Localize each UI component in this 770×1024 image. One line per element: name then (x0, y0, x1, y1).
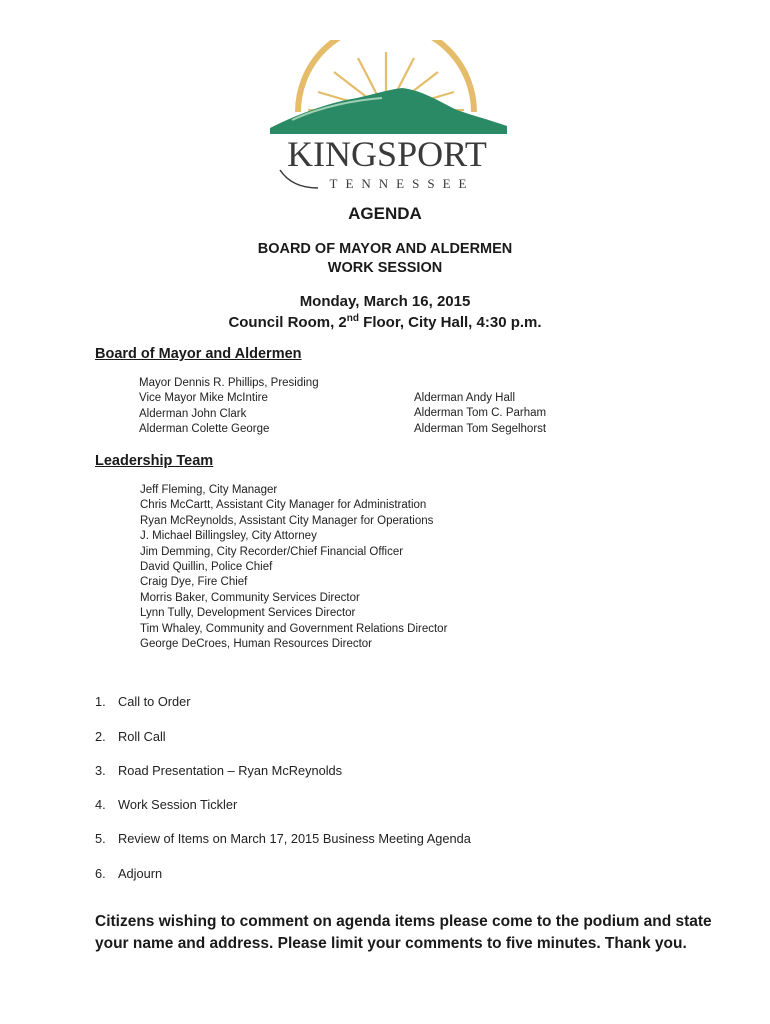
leadership-member: David Quillin, Police Chief (140, 561, 273, 574)
meeting-location (0, 312, 770, 333)
leadership-section-heading: Leadership Team (95, 453, 214, 469)
public-comment-notice (95, 911, 735, 955)
kingsport-logo-graphic (262, 40, 512, 195)
leadership-member: Jeff Fleming, City Manager (140, 484, 278, 496)
board-member: Alderman Tom Segelhorst (414, 422, 547, 435)
meeting-date: Monday, March 16, 2015 (299, 293, 471, 310)
logo-state: TENNESSEE (329, 176, 475, 191)
kingsport-logo (262, 40, 512, 195)
agenda-item-text: Call to Order (118, 694, 191, 709)
agenda-item-number: 2. (95, 729, 106, 744)
location-ordinal: nd (346, 313, 359, 324)
agenda-item (95, 831, 471, 846)
leadership-member: Chris McCartt, Assistant City Manager for Administration (140, 499, 427, 512)
agenda-item (95, 797, 237, 812)
leadership-members (140, 483, 447, 652)
agenda-item-text: Road Presentation – Ryan McReynolds (118, 763, 343, 778)
agenda-item-number: 3. (95, 763, 106, 778)
board-member: Alderman Tom C. Parham (414, 407, 547, 420)
board-line-2: WORK SESSION (327, 260, 443, 276)
board-section-heading: Board of Mayor and Aldermen (95, 346, 302, 362)
agenda-item-number: 5. (95, 831, 106, 846)
agenda-item-number: 4. (95, 797, 106, 812)
agenda-item-text: Work Session Tickler (118, 797, 238, 812)
board-member: Alderman John Clark (139, 407, 247, 420)
agenda-item (95, 694, 191, 709)
board-member: Alderman Colette George (139, 423, 270, 436)
meeting-details (0, 291, 770, 333)
leadership-member: Jim Demming, City Recorder/Chief Financial Officer (140, 545, 404, 558)
notice-line-1: Citizens wishing to comment on agenda items please come to the podium and state (95, 913, 712, 930)
location-prefix: Council Room, 2 (228, 314, 347, 331)
agenda-item-number: 6. (95, 866, 106, 881)
board-line-1: BOARD OF MAYOR AND ALDERMEN (257, 241, 513, 257)
agenda-item-text: Roll Call (118, 729, 166, 744)
leadership-member: Craig Dye, Fire Chief (140, 576, 248, 589)
agenda-item-number: 1. (95, 694, 106, 709)
agenda-item-text: Review of Items on March 17, 2015 Business Meeting Agenda (118, 831, 471, 846)
agenda-item (95, 763, 342, 778)
board-heading (0, 240, 770, 278)
board-members-left (139, 376, 319, 438)
board-members-right (414, 391, 546, 437)
leadership-member: Lynn Tully, Development Services Director (140, 607, 356, 620)
agenda-item (95, 729, 166, 744)
board-member: Mayor Dennis R. Phillips, Presiding (139, 377, 319, 389)
leadership-member: George DeCroes, Human Resources Director (140, 638, 373, 651)
leadership-member: Ryan McReynolds, Assistant City Manager for Operations (140, 514, 434, 527)
agenda-item (95, 866, 162, 881)
board-member: Vice Mayor Mike McIntire (139, 392, 268, 405)
notice-line-2: your name and address. Please limit your comments to five minutes. Thank you. (95, 935, 687, 952)
logo-wordmark: KINGSPORT (287, 134, 487, 174)
leadership-member: Morris Baker, Community Services Director (140, 591, 360, 604)
board-member: Alderman Andy Hall (414, 392, 515, 404)
location-suffix: Floor, City Hall, 4:30 p.m. (359, 314, 542, 331)
leadership-member: J. Michael Billingsley, City Attorney (140, 530, 317, 543)
page-title: AGENDA (348, 204, 422, 223)
agenda-item-text: Adjourn (118, 866, 163, 881)
leadership-member: Tim Whaley, Community and Government Relations Director (140, 622, 448, 635)
